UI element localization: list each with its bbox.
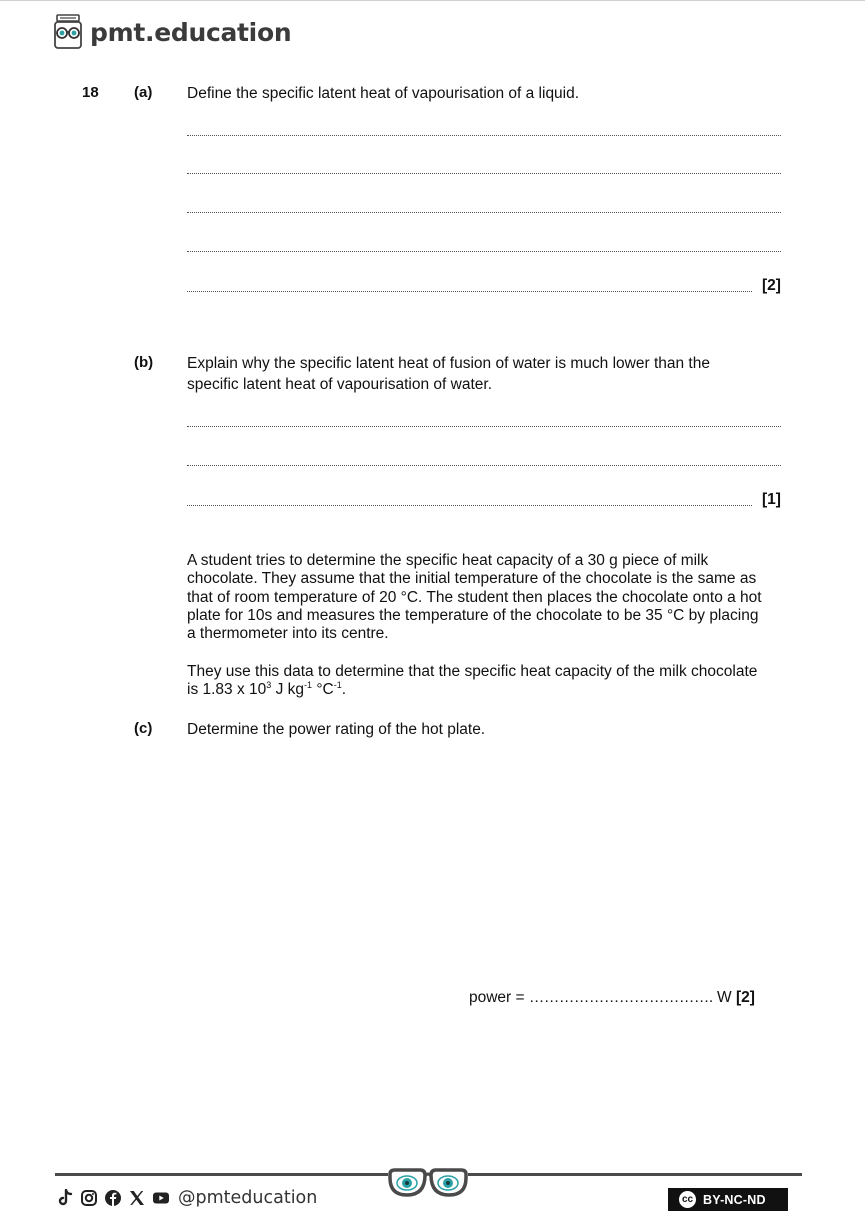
part-a-question: Define the specific latent heat of vapourisation of a liquid. [187,85,580,102]
social-handle[interactable]: @pmteducation [178,1188,318,1208]
context-line: a thermometer into its centre. [187,625,389,643]
brand-name: pmt.education [90,17,292,47]
context-line: They use this data to determine that the specific heat capacity of the milk chocolate [187,663,758,680]
cc-icon: cc [677,1189,698,1210]
answer-line[interactable] [187,250,781,252]
power-answer [469,989,755,1007]
answer-line[interactable] [187,425,781,427]
part-c-question: Determine the power rating of the hot plate. [187,721,486,738]
power-answer-field[interactable]: ………………………………. [528,989,713,1006]
social-links [56,1188,317,1208]
pmt-logo-icon [52,14,84,50]
part-a-label: (a) [134,84,153,101]
instagram-icon[interactable] [80,1189,98,1207]
answer-line[interactable] [187,290,752,292]
license-text: BY-NC-ND [703,1192,766,1207]
context-line: chocolate. They assume that the initial temperature of the chocolate is the same as [187,570,757,588]
facebook-icon[interactable] [104,1189,122,1207]
answer-line[interactable] [187,172,781,174]
context-line: that of room temperature of 20 °C. The student then places the chocolate onto a hot [187,588,762,606]
context-line: A student tries to determine the specific heat capacity of a 30 g piece of milk [187,552,709,569]
context-line: plate for 10s and measures the temperature of the chocolate to be 35 °C by placing [187,606,759,624]
part-b-question-line2: specific latent heat of vapourisation of water. [187,376,493,393]
answer-line[interactable] [187,134,781,136]
answer-prefix: power = [469,989,529,1006]
context-line-formula: is 1.83 x $10^3$ J $kg^{-1}$ $^\circ C^{-1}$. [187,680,347,699]
top-border [0,0,865,1]
answer-line[interactable] [187,504,752,506]
part-c-label: (c) [134,720,153,737]
tiktok-icon[interactable] [56,1189,74,1207]
part-b-question-line1: Explain why the specific latent heat of fusion of water is much lower than the [187,355,710,372]
context-paragraph-2 [187,663,787,700]
marks-label: [2] [762,277,781,294]
unit-label: W [712,989,736,1006]
x-icon[interactable] [128,1189,146,1207]
context-paragraph [187,552,787,643]
marks-label: [1] [762,491,781,508]
answer-line[interactable] [187,464,781,466]
question-number: 18 [82,84,99,101]
license-badge [668,1188,788,1211]
brand-logo [52,14,291,50]
part-b-label: (b) [134,354,154,371]
youtube-icon[interactable] [152,1189,170,1207]
marks-label: [2] [735,989,755,1006]
glasses-icon [386,1164,470,1202]
answer-line[interactable] [187,211,781,213]
